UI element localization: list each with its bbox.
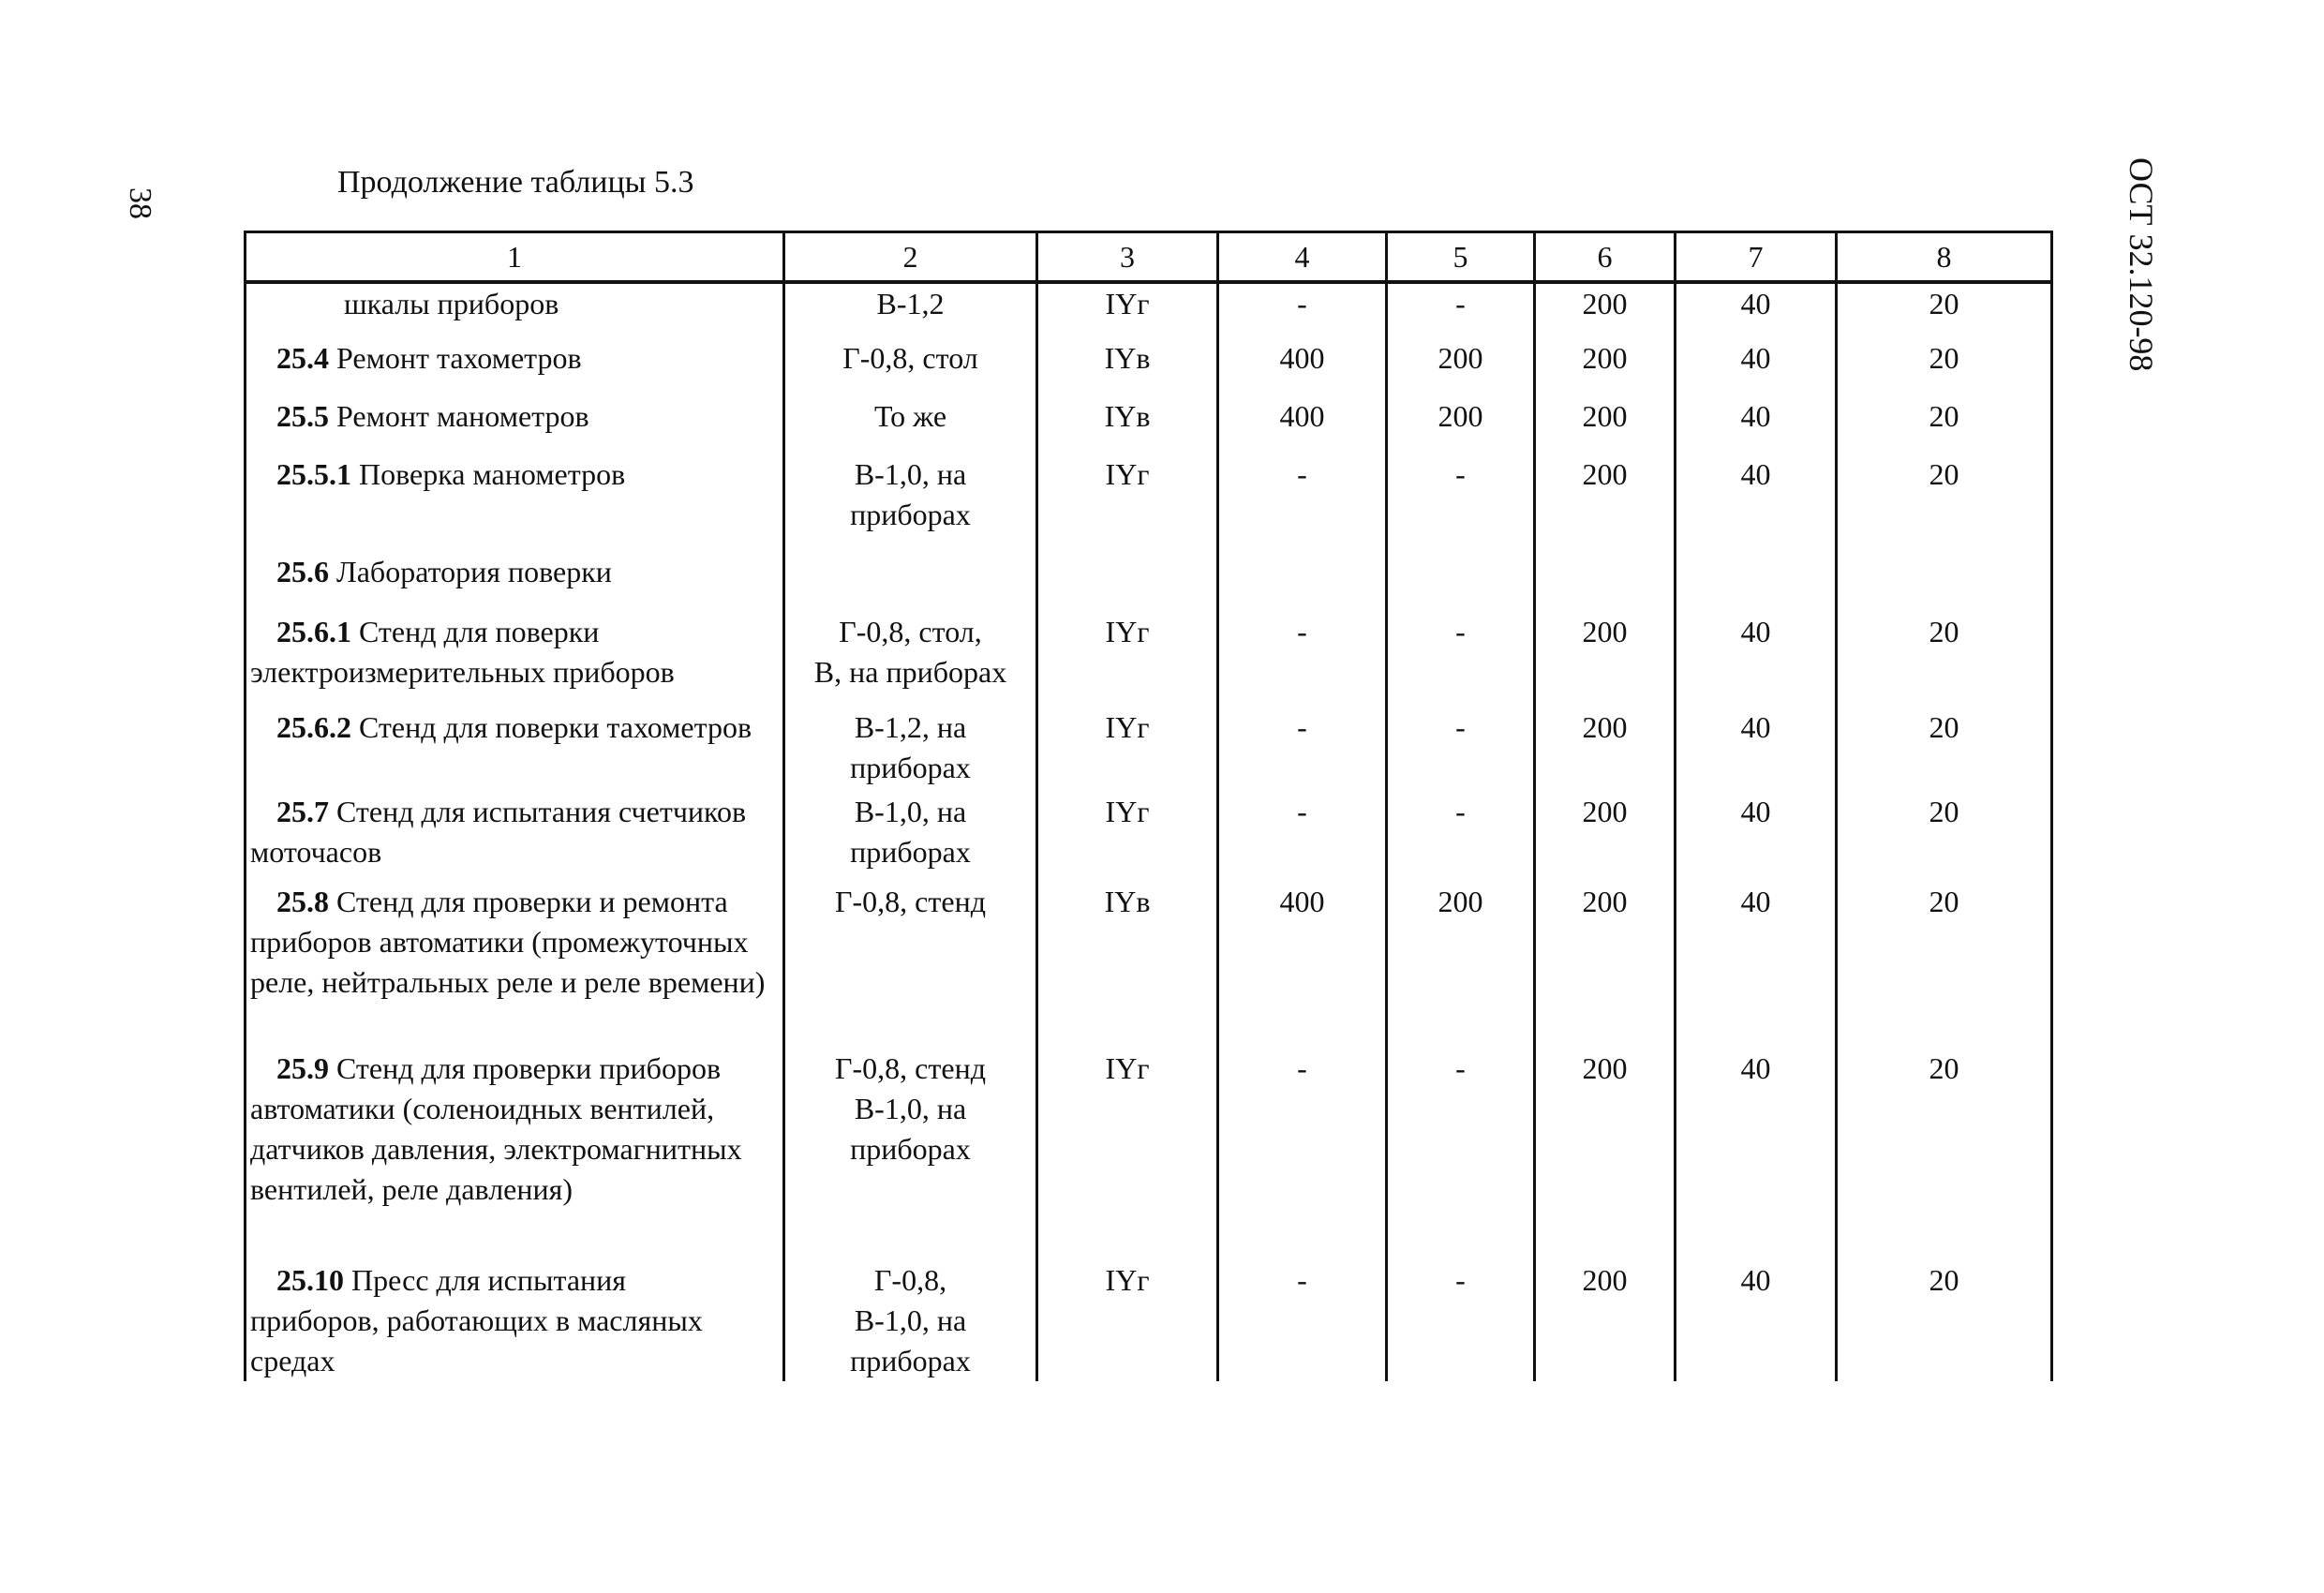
cell-c5: -	[1387, 792, 1535, 882]
item-title-continuation: электроизмерительных приборов	[250, 655, 675, 689]
cell-lighting	[784, 792, 1037, 882]
table-row	[246, 282, 2052, 338]
cell-c4: -	[1218, 792, 1387, 882]
item-title: Лаборатория поверки	[329, 555, 612, 588]
cell-c6: 200	[1535, 1260, 1676, 1381]
lighting-line: В, на приборах	[813, 655, 1007, 689]
column-header: 1	[246, 232, 784, 283]
lighting-line: Г-0,8, стол	[842, 341, 978, 375]
cell-c3: IYг	[1037, 1049, 1218, 1260]
column-header: 3	[1037, 232, 1218, 283]
cell-c8: 20	[1837, 1049, 2052, 1260]
item-title: Поверка манометров	[351, 457, 626, 491]
cell-c6	[1535, 552, 1676, 612]
table-row	[246, 454, 2052, 552]
cell-c6: 200	[1535, 396, 1676, 454]
cell-c5: 200	[1387, 338, 1535, 396]
cell-lighting	[784, 552, 1037, 612]
cell-c6: 200	[1535, 282, 1676, 338]
cell-c4: 400	[1218, 338, 1387, 396]
cell-description	[246, 882, 784, 1049]
cell-c6: 200	[1535, 338, 1676, 396]
cell-c8: 20	[1837, 282, 2052, 338]
cell-c3: IYг	[1037, 612, 1218, 707]
item-title: Ремонт манометров	[329, 399, 589, 433]
item-title: Стенд для испытания счетчиков	[329, 795, 747, 828]
cell-lighting	[784, 1049, 1037, 1260]
item-title-continuation: приборов, работающих в масляных средах	[250, 1303, 703, 1377]
cell-c3: IYг	[1037, 454, 1218, 552]
cell-c5: -	[1387, 612, 1535, 707]
cell-c6: 200	[1535, 1049, 1676, 1260]
lighting-line: Г-0,8,	[873, 1263, 947, 1297]
cell-lighting	[784, 282, 1037, 338]
item-number: 25.6.2	[276, 710, 351, 744]
cell-c8: 20	[1837, 454, 2052, 552]
cell-c5: 200	[1387, 396, 1535, 454]
cell-c6: 200	[1535, 707, 1676, 792]
item-title: Стенд для проверки и ремонта	[329, 885, 728, 918]
cell-description	[246, 552, 784, 612]
table-row	[246, 612, 2052, 707]
table-header-row	[246, 232, 2052, 283]
cell-c4: 400	[1218, 396, 1387, 454]
cell-c3	[1037, 552, 1218, 612]
cell-c5	[1387, 552, 1535, 612]
table-row	[246, 1049, 2052, 1260]
cell-c3: IYв	[1037, 396, 1218, 454]
cell-c7: 40	[1676, 792, 1837, 882]
table-row	[246, 396, 2052, 454]
cell-c5: -	[1387, 282, 1535, 338]
cell-c8: 20	[1837, 396, 2052, 454]
cell-description	[246, 707, 784, 792]
item-number: 25.5.1	[276, 457, 351, 491]
lighting-line: В-1,2, на	[854, 710, 967, 744]
cell-description	[246, 792, 784, 882]
lighting-line: приборах	[850, 498, 971, 531]
lighting-line: приборах	[850, 1344, 971, 1377]
cell-c3: IYг	[1037, 707, 1218, 792]
item-number: 25.9	[276, 1051, 329, 1085]
cell-c7: 40	[1676, 1049, 1837, 1260]
cell-c4: 400	[1218, 882, 1387, 1049]
cell-c7: 40	[1676, 882, 1837, 1049]
item-number: 25.10	[276, 1263, 344, 1297]
item-number: 25.5	[276, 399, 329, 433]
lighting-line: Г-0,8, стенд	[835, 1051, 986, 1085]
cell-c7: 40	[1676, 707, 1837, 792]
item-number: 25.6.1	[276, 615, 351, 648]
cell-c4: -	[1218, 1260, 1387, 1381]
cell-description	[246, 396, 784, 454]
cell-c7: 40	[1676, 1260, 1837, 1381]
table-caption: Продолжение таблицы 5.3	[337, 165, 694, 200]
cell-lighting	[784, 612, 1037, 707]
lighting-line: То же	[873, 399, 947, 433]
cell-lighting	[784, 454, 1037, 552]
lighting-line: В-1,0, на	[854, 457, 967, 491]
lighting-line: В-1,0, на	[854, 1303, 967, 1337]
cell-c3: IYв	[1037, 882, 1218, 1049]
item-number: 25.4	[276, 341, 329, 375]
page-number: 38	[123, 187, 157, 219]
cell-c8: 20	[1837, 792, 2052, 882]
cell-c8	[1837, 552, 2052, 612]
cell-c4: -	[1218, 1049, 1387, 1260]
lighting-line: приборах	[850, 751, 971, 784]
item-title: Стенд для поверки тахометров	[351, 710, 752, 744]
document-code: ОСТ 32.120-98	[2123, 157, 2160, 372]
lighting-line: Г-0,8, стенд	[835, 885, 986, 918]
column-header: 8	[1837, 232, 2052, 283]
item-number: 25.7	[276, 795, 329, 828]
column-header: 4	[1218, 232, 1387, 283]
table-row	[246, 1260, 2052, 1381]
cell-c5: -	[1387, 707, 1535, 792]
cell-c4: -	[1218, 282, 1387, 338]
cell-c4: -	[1218, 707, 1387, 792]
cell-c8: 20	[1837, 882, 2052, 1049]
item-title: Ремонт тахометров	[329, 341, 582, 375]
cell-lighting	[784, 1260, 1037, 1381]
cell-c3: IYг	[1037, 792, 1218, 882]
cell-c7: 40	[1676, 612, 1837, 707]
cell-c7: 40	[1676, 454, 1837, 552]
table-row	[246, 338, 2052, 396]
lighting-line: В-1,0, на	[854, 1092, 967, 1125]
item-title-continuation: приборов автоматики (промежуточных реле, нейтральных реле и реле времени)	[250, 925, 766, 999]
cell-c6: 200	[1535, 882, 1676, 1049]
cell-c7: 40	[1676, 338, 1837, 396]
cell-c4: -	[1218, 454, 1387, 552]
cell-description	[246, 282, 784, 338]
cell-c5: 200	[1387, 882, 1535, 1049]
cell-lighting	[784, 396, 1037, 454]
cell-c5: -	[1387, 454, 1535, 552]
cell-c7: 40	[1676, 396, 1837, 454]
cell-c7	[1676, 552, 1837, 612]
lighting-line: Г-0,8, стол,	[839, 615, 982, 648]
cell-description	[246, 1049, 784, 1260]
specification-table	[244, 231, 2053, 1381]
cell-c8: 20	[1837, 1260, 2052, 1381]
cell-lighting	[784, 338, 1037, 396]
item-number: 25.6	[276, 555, 329, 588]
cell-description	[246, 338, 784, 396]
cell-c4: -	[1218, 612, 1387, 707]
lighting-line: В-1,2	[876, 287, 945, 320]
cell-c7: 40	[1676, 282, 1837, 338]
item-title: Стенд для проверки приборов	[329, 1051, 722, 1085]
cell-c5: -	[1387, 1049, 1535, 1260]
cell-c6: 200	[1535, 792, 1676, 882]
table-row	[246, 792, 2052, 882]
item-title: Стенд для поверки	[351, 615, 600, 648]
item-title-continuation: автоматики (соленоидных вентилей, датчиков давления, электромагнитных вентилей, реле давления)	[250, 1092, 742, 1206]
cell-c5: -	[1387, 1260, 1535, 1381]
cell-lighting	[784, 707, 1037, 792]
item-number: 25.8	[276, 885, 329, 918]
cell-c8: 20	[1837, 338, 2052, 396]
column-header: 5	[1387, 232, 1535, 283]
lighting-line: приборах	[850, 1132, 971, 1166]
lighting-line: В-1,0, на	[854, 795, 967, 828]
item-title: Пресс для испытания	[344, 1263, 626, 1297]
table-row	[246, 552, 2052, 612]
table-row	[246, 882, 2052, 1049]
cell-c3: IYг	[1037, 282, 1218, 338]
cell-c8: 20	[1837, 612, 2052, 707]
cell-c3: IYв	[1037, 338, 1218, 396]
cell-c6: 200	[1535, 454, 1676, 552]
cell-c6: 200	[1535, 612, 1676, 707]
cell-c3: IYг	[1037, 1260, 1218, 1381]
item-title: шкалы приборов	[344, 287, 559, 320]
cell-c8: 20	[1837, 707, 2052, 792]
table-row	[246, 707, 2052, 792]
cell-description	[246, 612, 784, 707]
cell-description	[246, 454, 784, 552]
item-title-continuation: моточасов	[250, 835, 382, 869]
cell-c4	[1218, 552, 1387, 612]
cell-description	[246, 1260, 784, 1381]
cell-lighting	[784, 882, 1037, 1049]
column-header: 7	[1676, 232, 1837, 283]
column-header: 6	[1535, 232, 1676, 283]
column-header: 2	[784, 232, 1037, 283]
lighting-line: приборах	[850, 835, 971, 869]
